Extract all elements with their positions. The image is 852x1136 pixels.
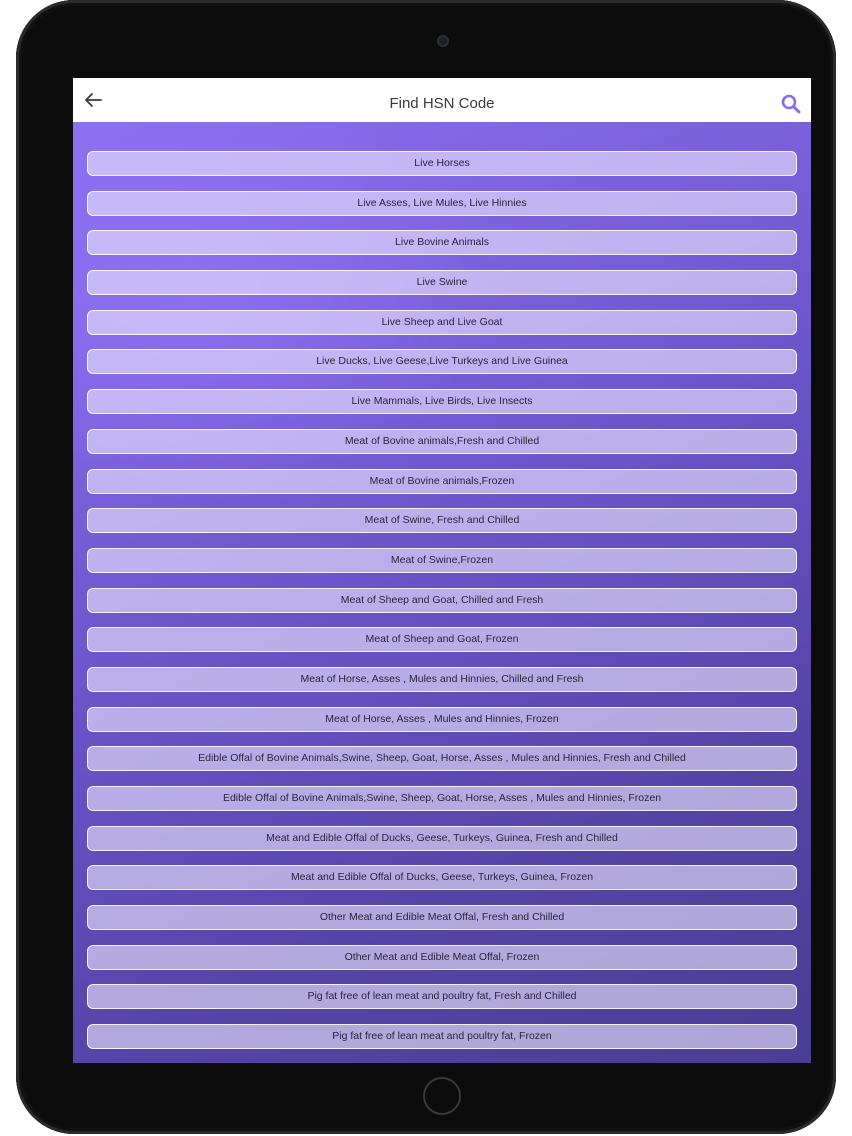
hsn-list-item[interactable]: Live Bovine Animals bbox=[87, 230, 797, 255]
hsn-list-item[interactable]: Live Mammals, Live Birds, Live Insects bbox=[87, 389, 797, 414]
hsn-list-item[interactable]: Pig fat free of lean meat and poultry fat, Fresh and Chilled bbox=[87, 984, 797, 1009]
hsn-list-item[interactable]: Other Meat and Edible Meat Offal, Fresh and Chilled bbox=[87, 905, 797, 930]
page-title: Find HSN Code bbox=[389, 95, 495, 112]
hsn-list-item[interactable]: Live Horses bbox=[87, 151, 797, 176]
hsn-list-item[interactable]: Meat and Edible Offal of Ducks, Geese, Turkeys, Guinea, Frozen bbox=[87, 865, 797, 890]
hsn-list-item[interactable]: Other Meat and Edible Meat Offal, Frozen bbox=[87, 945, 797, 970]
hsn-list-item[interactable]: Meat of Swine, Fresh and Chilled bbox=[87, 508, 797, 533]
search-icon bbox=[779, 92, 803, 116]
hsn-list-item[interactable]: Live Ducks, Live Geese,Live Turkeys and Live Guinea bbox=[87, 349, 797, 374]
search-button[interactable] bbox=[779, 92, 803, 116]
hsn-list-item[interactable]: Meat of Sheep and Goat, Chilled and Fresh bbox=[87, 588, 797, 613]
hsn-list-item[interactable]: Pig fat free of lean meat and poultry fat, Frozen bbox=[87, 1024, 797, 1049]
hsn-list-item[interactable]: Meat and Edible Offal of Ducks, Geese, Turkeys, Guinea, Fresh and Chilled bbox=[87, 826, 797, 851]
hsn-list-item[interactable]: Live Sheep and Live Goat bbox=[87, 310, 797, 335]
hsn-list-container bbox=[73, 122, 811, 1063]
hsn-list bbox=[87, 151, 797, 1063]
hsn-list-item[interactable]: Meat of Swine,Frozen bbox=[87, 548, 797, 573]
hsn-list-item[interactable]: Edible Offal of Bovine Animals,Swine, Sheep, Goat, Horse, Asses , Mules and Hinnies, Frozen bbox=[87, 786, 797, 811]
front-camera bbox=[437, 35, 449, 47]
hsn-list-item[interactable]: Meat of Horse, Asses , Mules and Hinnies, Frozen bbox=[87, 707, 797, 732]
home-button[interactable] bbox=[423, 1077, 461, 1115]
hsn-list-item[interactable]: Edible Offal of Bovine Animals,Swine, Sheep, Goat, Horse, Asses , Mules and Hinnies, Fresh and Chilled bbox=[87, 746, 797, 771]
app-screen bbox=[73, 78, 811, 1063]
hsn-list-item[interactable]: Meat of Horse, Asses , Mules and Hinnies, Chilled and Fresh bbox=[87, 667, 797, 692]
tablet-device-frame bbox=[16, 0, 836, 1134]
hsn-list-item[interactable]: Meat of Bovine animals,Fresh and Chilled bbox=[87, 429, 797, 454]
hsn-list-item[interactable]: Live Swine bbox=[87, 270, 797, 295]
hsn-list-item[interactable]: Live Asses, Live Mules, Live Hinnies bbox=[87, 191, 797, 216]
navigation-bar bbox=[73, 78, 811, 122]
hsn-list-item[interactable]: Meat of Bovine animals,Frozen bbox=[87, 469, 797, 494]
hsn-list-item[interactable]: Meat of Sheep and Goat, Frozen bbox=[87, 627, 797, 652]
